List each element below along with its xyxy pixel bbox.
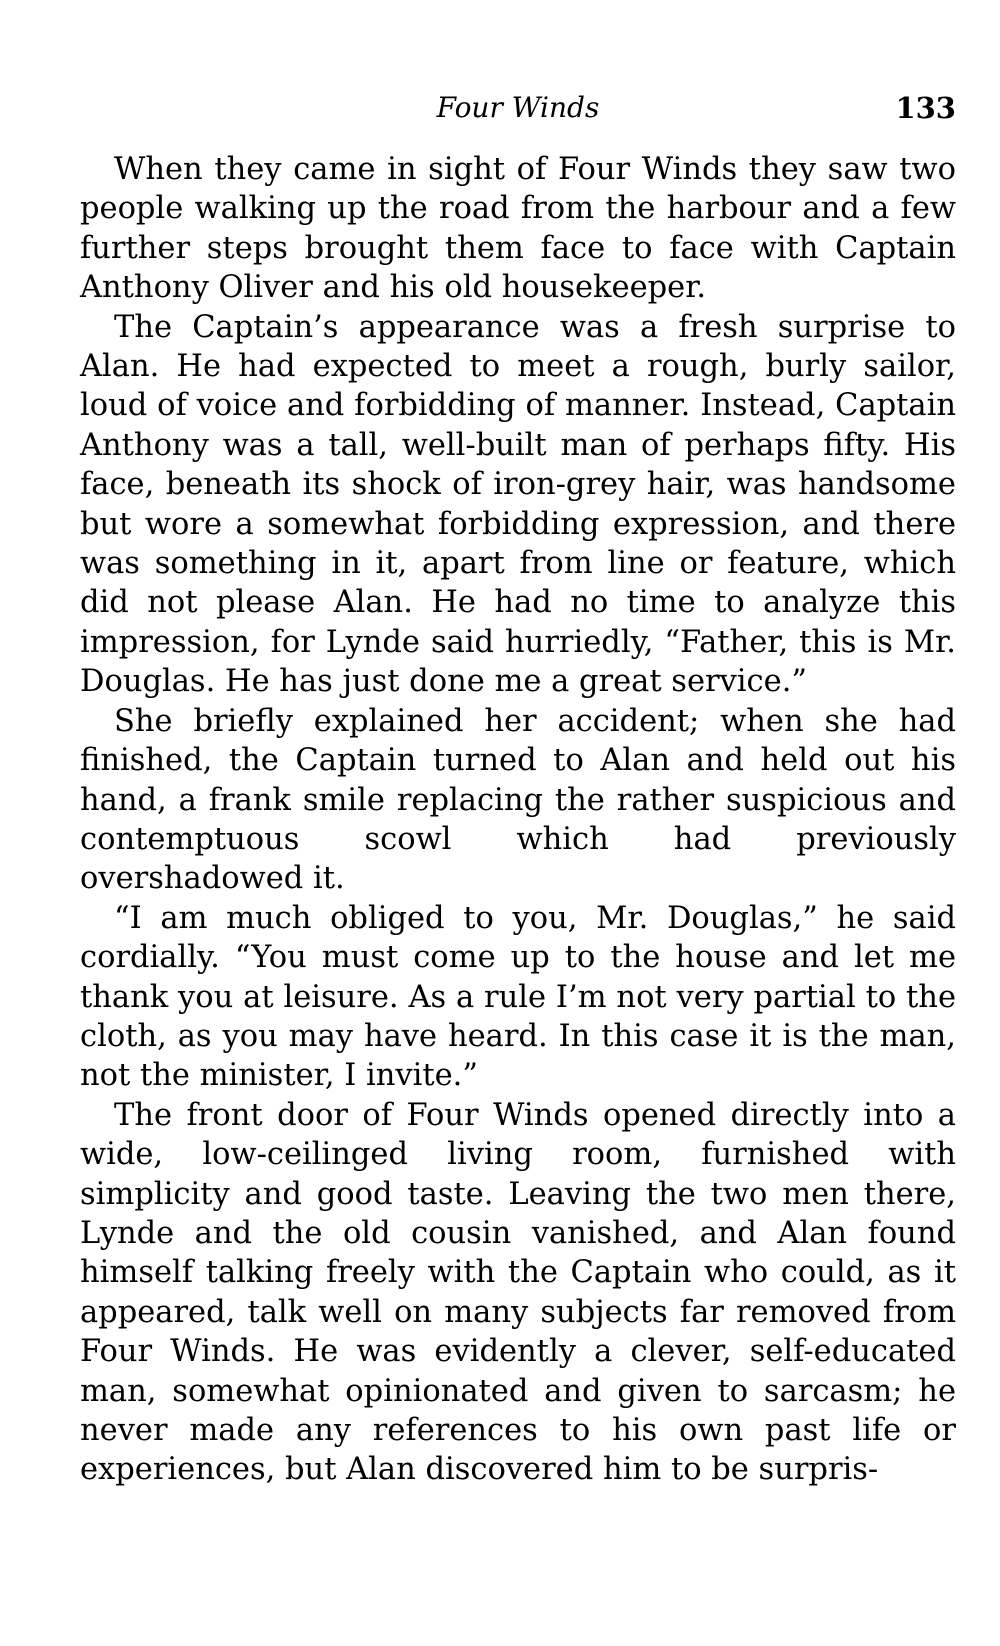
page-number: 133	[895, 91, 956, 125]
paragraph-living-room: The front door of Four Winds opened directly into a wide, low-ceilinged living room, furnished with simplicity and good taste. Leaving the two men there, Lynde and the old cousin vanished, and Alan found himself talking freely with the Captain who could, as it appeared, talk well on many subjects far removed from Four Winds. He was evidently a clever, self-educated man, somewhat opinionated and given to sarcasm; he never made any references to his own past life or experiences, but Alan discovered him to be surpris-	[80, 1097, 956, 1488]
running-head	[80, 88, 956, 128]
paragraph-arrival: When they came in sight of Four Winds they saw two people walking up the road from the harbour and a few further steps brought them face to face with Captain Anthony Oliver and his old housekeeper.	[80, 152, 956, 306]
body-text	[80, 150, 956, 1490]
paragraph-invitation: “I am much obliged to you, Mr. Douglas,” he said cordially. “You must come up to the house and let me thank you at leisure. As a rule I’m not very partial to the cloth, as you may have heard. In this case it is the man, not the minister, I invite.”	[80, 900, 956, 1094]
running-title: Four Winds	[436, 91, 600, 124]
paragraph-captain-appearance: The Captain’s appearance was a fresh surprise to Alan. He had expected to meet a rough, burly sailor, loud of voice and forbidding of manner. Instead, Captain Anthony was a tall, well-built man of perhaps fifty. His face, beneath its shock of iron-grey hair, was handsome but wore a somewhat forbidding expression, and there was something in it, apart from line or feature, which did not please Alan. He had no time to analyze this impression, for Lynde said hurriedly, “Father, this is Mr. Douglas. He has just done me a great service.”	[80, 309, 956, 700]
paragraph-accident: She briefly explained her accident; when she had finished, the Captain turned to Alan and held out his hand, a frank smile replacing the rather suspicious and contemptuous scowl which had previously overshadowed it.	[80, 703, 956, 897]
